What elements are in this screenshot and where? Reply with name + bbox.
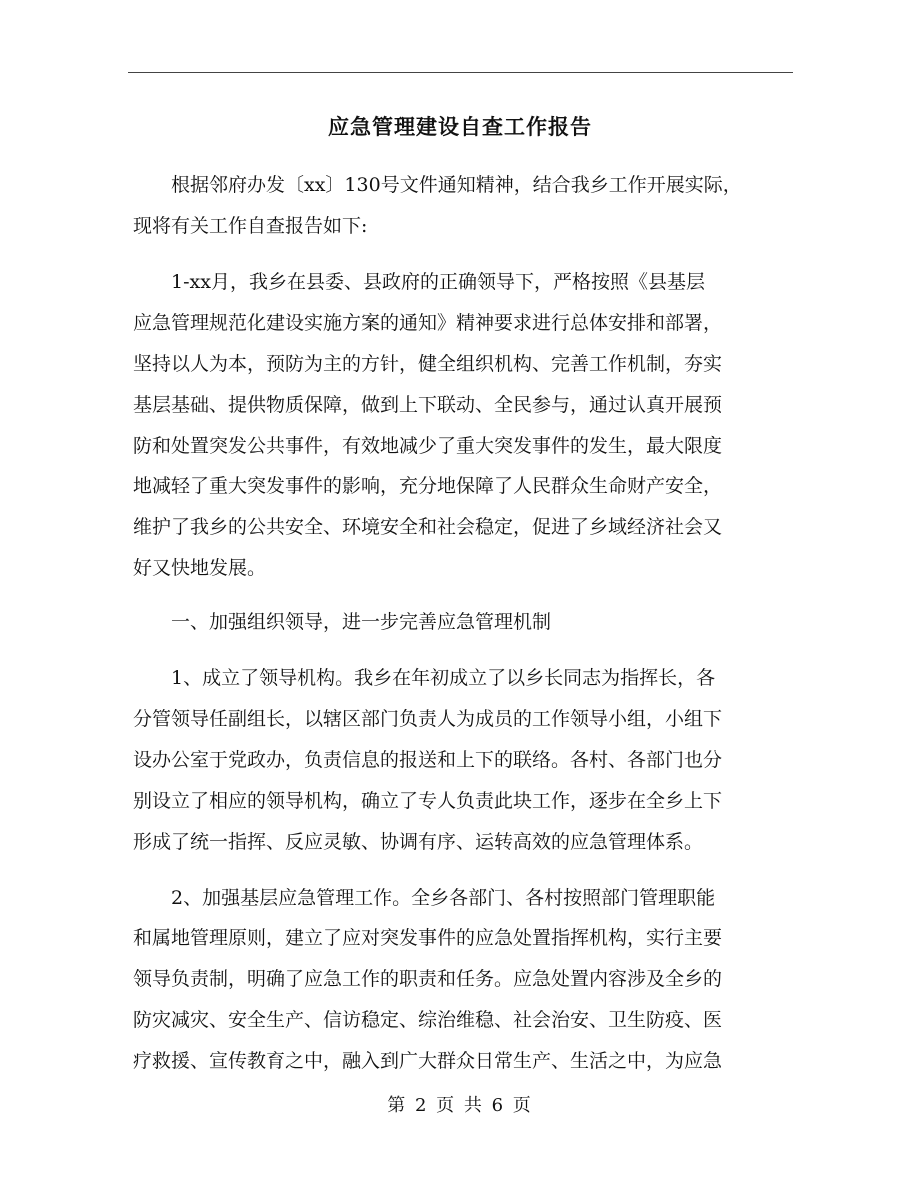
- body-line: 好又快地发展。: [133, 557, 267, 579]
- page-number: 第 2 页 共 6 页: [387, 1095, 533, 1116]
- body-line: 根据邻府办发〔xx〕130号文件通知精神，结合我乡工作开展实际，: [133, 174, 742, 196]
- body-line: 防和处置突发公共事件，有效地减少了重大突发事件的发生，最大限度: [133, 435, 723, 457]
- body-line: 1、成立了领导机构。我乡在年初成立了以乡长同志为指挥长，各: [133, 667, 716, 689]
- body-line: 分管领导任副组长，以辖区部门负责人为成员的工作领导小组，小组下: [133, 708, 723, 730]
- section-heading: 一、加强组织领导，进一步完善应急管理机制: [133, 611, 552, 633]
- body-line: 地减轻了重大突发事件的影响，充分地保障了人民群众生命财产安全，: [133, 475, 723, 497]
- body-line: 领导负责制，明确了应急工作的职责和任务。应急处置内容涉及全乡的: [133, 968, 723, 990]
- header-rule: [128, 72, 793, 73]
- body-line: 和属地管理原则，建立了应对突发事件的应急处置指挥机构，实行主要: [133, 927, 723, 949]
- body-line: 疗救援、宣传教育之中，融入到广大群众日常生产、生活之中，为应急: [133, 1050, 723, 1072]
- body-line: 防灾减灾、安全生产、信访稳定、综治维稳、社会治安、卫生防疫、医: [133, 1009, 723, 1031]
- document-title: 应急管理建设自查工作报告: [328, 114, 592, 139]
- body-line: 形成了统一指挥、反应灵敏、协调有序、运转高效的应急管理体系。: [133, 831, 704, 853]
- body-line: 设办公室于党政办，负责信息的报送和上下的联络。各村、各部门也分: [133, 749, 723, 771]
- body-line: 别设立了相应的领导机构，确立了专人负责此块工作，逐步在全乡上下: [133, 790, 723, 812]
- body-line: 1-xx月，我乡在县委、县政府的正确领导下，严格按照《县基层: [133, 271, 705, 293]
- body-line: 现将有关工作自查报告如下:: [133, 215, 368, 237]
- body-line: 维护了我乡的公共安全、环境安全和社会稳定，促进了乡域经济社会又: [133, 516, 723, 538]
- body-line: 坚持以人为本，预防为主的方针，健全组织机构、完善工作机制，夯实: [133, 353, 723, 375]
- body-line: 应急管理规范化建设实施方案的通知》精神要求进行总体安排和部署，: [133, 312, 723, 334]
- body-line: 2、加强基层应急管理工作。全乡各部门、各村按照部门管理职能: [133, 887, 716, 909]
- body-line: 基层基础、提供物质保障，做到上下联动、全民参与，通过认真开展预: [133, 394, 723, 416]
